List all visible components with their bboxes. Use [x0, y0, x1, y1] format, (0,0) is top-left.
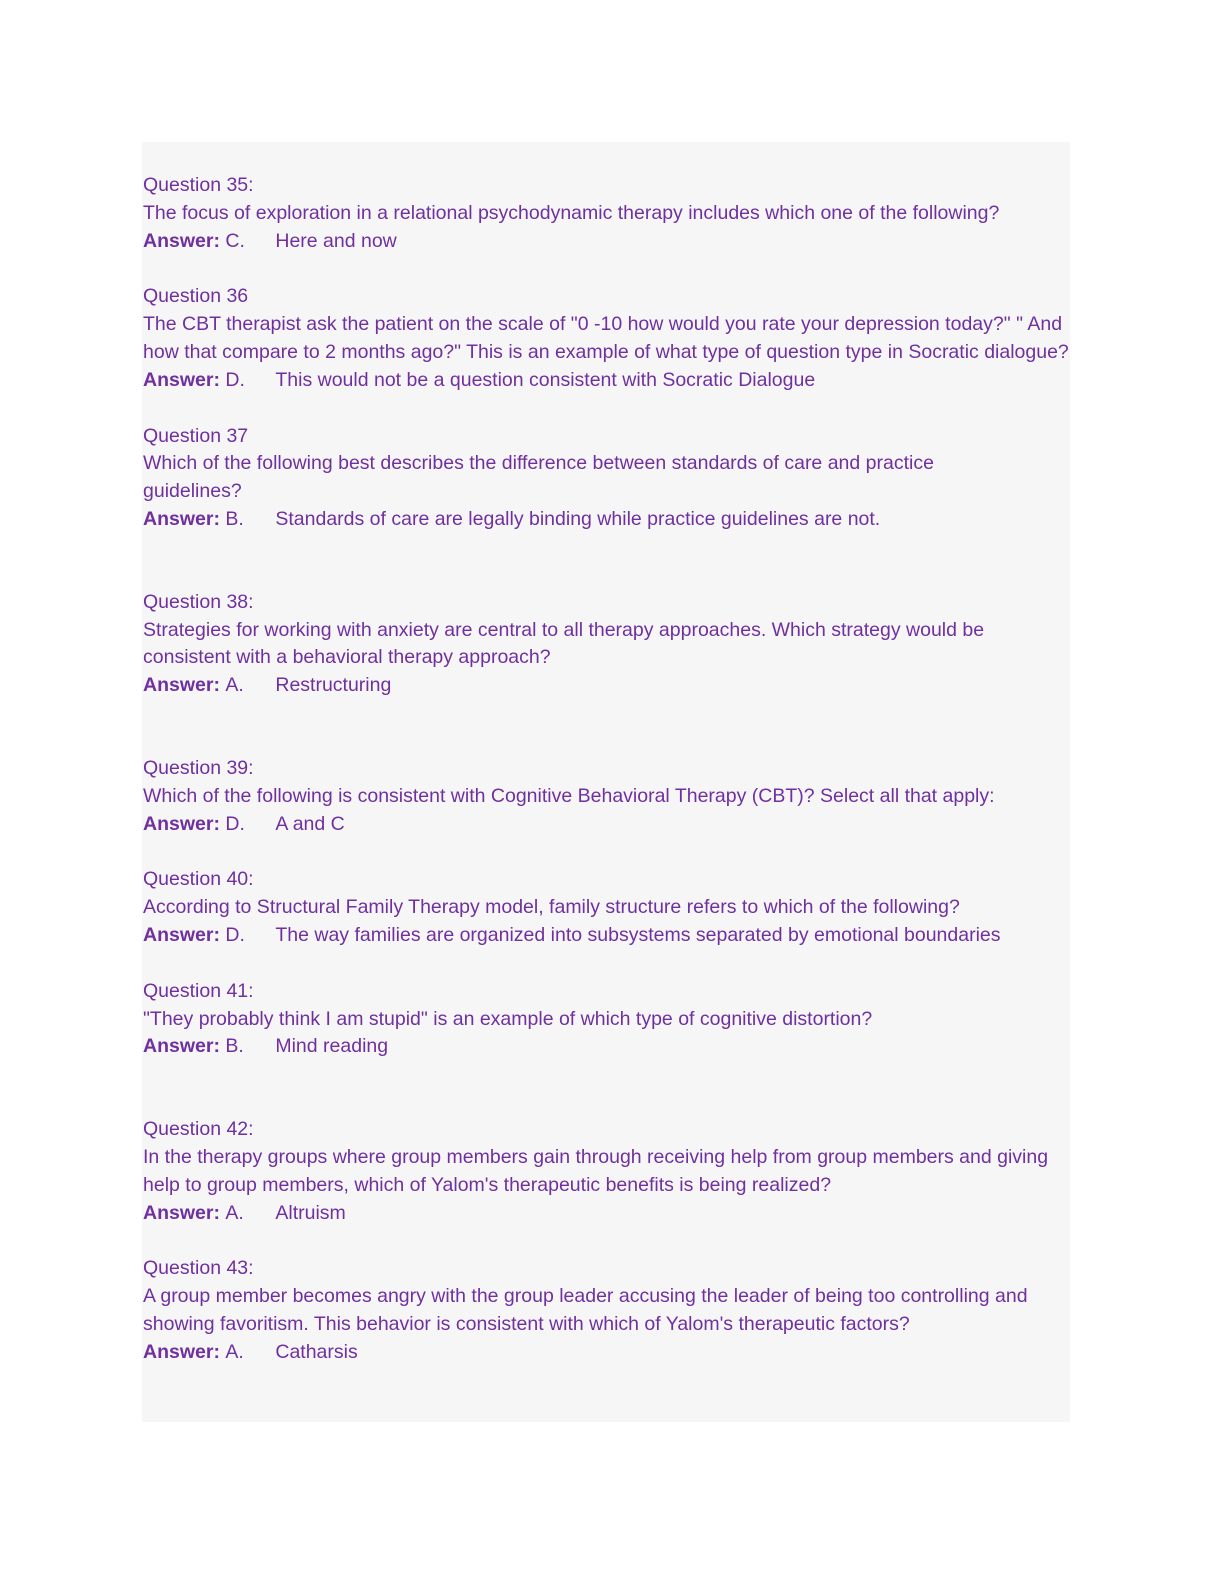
question-heading: Question 42: — [143, 1118, 254, 1141]
question-heading: Question 41: — [143, 979, 254, 1002]
question-text: The CBT therapist ask the patient on the scale of "0 -10 how would you rate your depression today?" " And how that compare to 2 months ago?" This is an example of what type of question type in Socratic dialogue? — [143, 313, 1069, 363]
question-heading: Question 43: — [143, 1257, 254, 1280]
answer-label: Answer: — [143, 368, 220, 391]
answer-line — [143, 367, 1083, 395]
question-text: Which of the following is consistent with Cognitive Behavioral Therapy (CBT)? Select all that apply: — [143, 784, 995, 807]
answer-label: Answer: — [143, 1035, 220, 1058]
question-heading: Question 39: — [143, 756, 254, 779]
answer-letter: A. — [225, 1340, 244, 1363]
question-text: A group member becomes angry with the group leader accusing the leader of being too controlling and showing favoritism. This behavior is consistent with which of Yalom's therapeutic factors? — [143, 1285, 1028, 1335]
answer-line — [143, 506, 1083, 534]
answer-line — [143, 1200, 1083, 1228]
answer-letter: A. — [225, 674, 244, 697]
answer-letter: D. — [225, 812, 245, 835]
answer-text: A and C — [275, 812, 345, 835]
answer-letter: A. — [225, 1201, 244, 1224]
answer-label: Answer: — [143, 674, 220, 697]
answer-text: Catharsis — [275, 1340, 358, 1363]
question-block — [143, 283, 1083, 394]
answer-letter: D. — [225, 923, 245, 946]
question-block — [143, 589, 1083, 700]
answer-label: Answer: — [143, 1340, 220, 1363]
answer-label: Answer: — [143, 507, 220, 530]
question-text: According to Structural Family Therapy model, family structure refers to which of the following? — [143, 896, 960, 919]
question-text: "They probably think I am stupid" is an example of which type of cognitive distortion? — [143, 1007, 873, 1030]
answer-label: Answer: — [143, 1201, 220, 1224]
question-block — [143, 1255, 1083, 1366]
question-heading: Question 35: — [143, 174, 254, 196]
answer-letter: D. — [225, 368, 245, 391]
answer-line — [143, 1033, 1083, 1061]
answer-text: The way families are organized into subsystems separated by emotional boundaries — [275, 923, 1001, 946]
answer-text: Mind reading — [275, 1035, 389, 1058]
answer-line — [143, 922, 1083, 950]
answer-label: Answer: — [143, 923, 220, 946]
question-block — [143, 1116, 1083, 1227]
question-block — [143, 755, 1083, 838]
question-block — [143, 978, 1083, 1061]
question-list — [143, 172, 1083, 1367]
answer-label: Answer: — [143, 812, 220, 835]
question-heading: Question 37 — [143, 424, 249, 447]
answer-letter: B. — [225, 507, 244, 530]
question-text: Strategies for working with anxiety are central to all therapy approaches. Which strategy would be consistent with a behavioral therapy approach? — [143, 618, 985, 669]
answer-text: Here and now — [275, 229, 397, 252]
answer-line — [143, 228, 1083, 256]
question-block — [143, 423, 1083, 534]
question-heading: Question 40: — [143, 868, 254, 891]
question-block — [143, 866, 1083, 949]
answer-text: This would not be a question consistent with Socratic Dialogue — [275, 368, 816, 391]
answer-text: Restructuring — [275, 674, 392, 697]
answer-line — [143, 811, 1083, 839]
question-heading: Question 38: — [143, 590, 254, 613]
answer-text: Standards of care are legally binding while practice guidelines are not. — [275, 507, 881, 530]
question-block — [143, 172, 1083, 255]
question-text: In the therapy groups where group members gain through receiving help from group members and giving help to group members, which of Yalom's therapeutic benefits is being realized? — [143, 1145, 1049, 1196]
question-text: The focus of exploration in a relational psychodynamic therapy includes which one of the following? — [143, 201, 1000, 224]
answer-label: Answer: — [143, 229, 220, 252]
answer-letter: B. — [225, 1035, 244, 1058]
answer-line — [143, 672, 1083, 700]
answer-text: Altruism — [275, 1201, 346, 1224]
question-heading: Question 36 — [143, 285, 249, 308]
answer-letter: C. — [225, 229, 245, 252]
answer-line — [143, 1339, 1083, 1367]
question-text: Which of the following best describes the difference between standards of care and practice guidelines? — [143, 452, 934, 503]
